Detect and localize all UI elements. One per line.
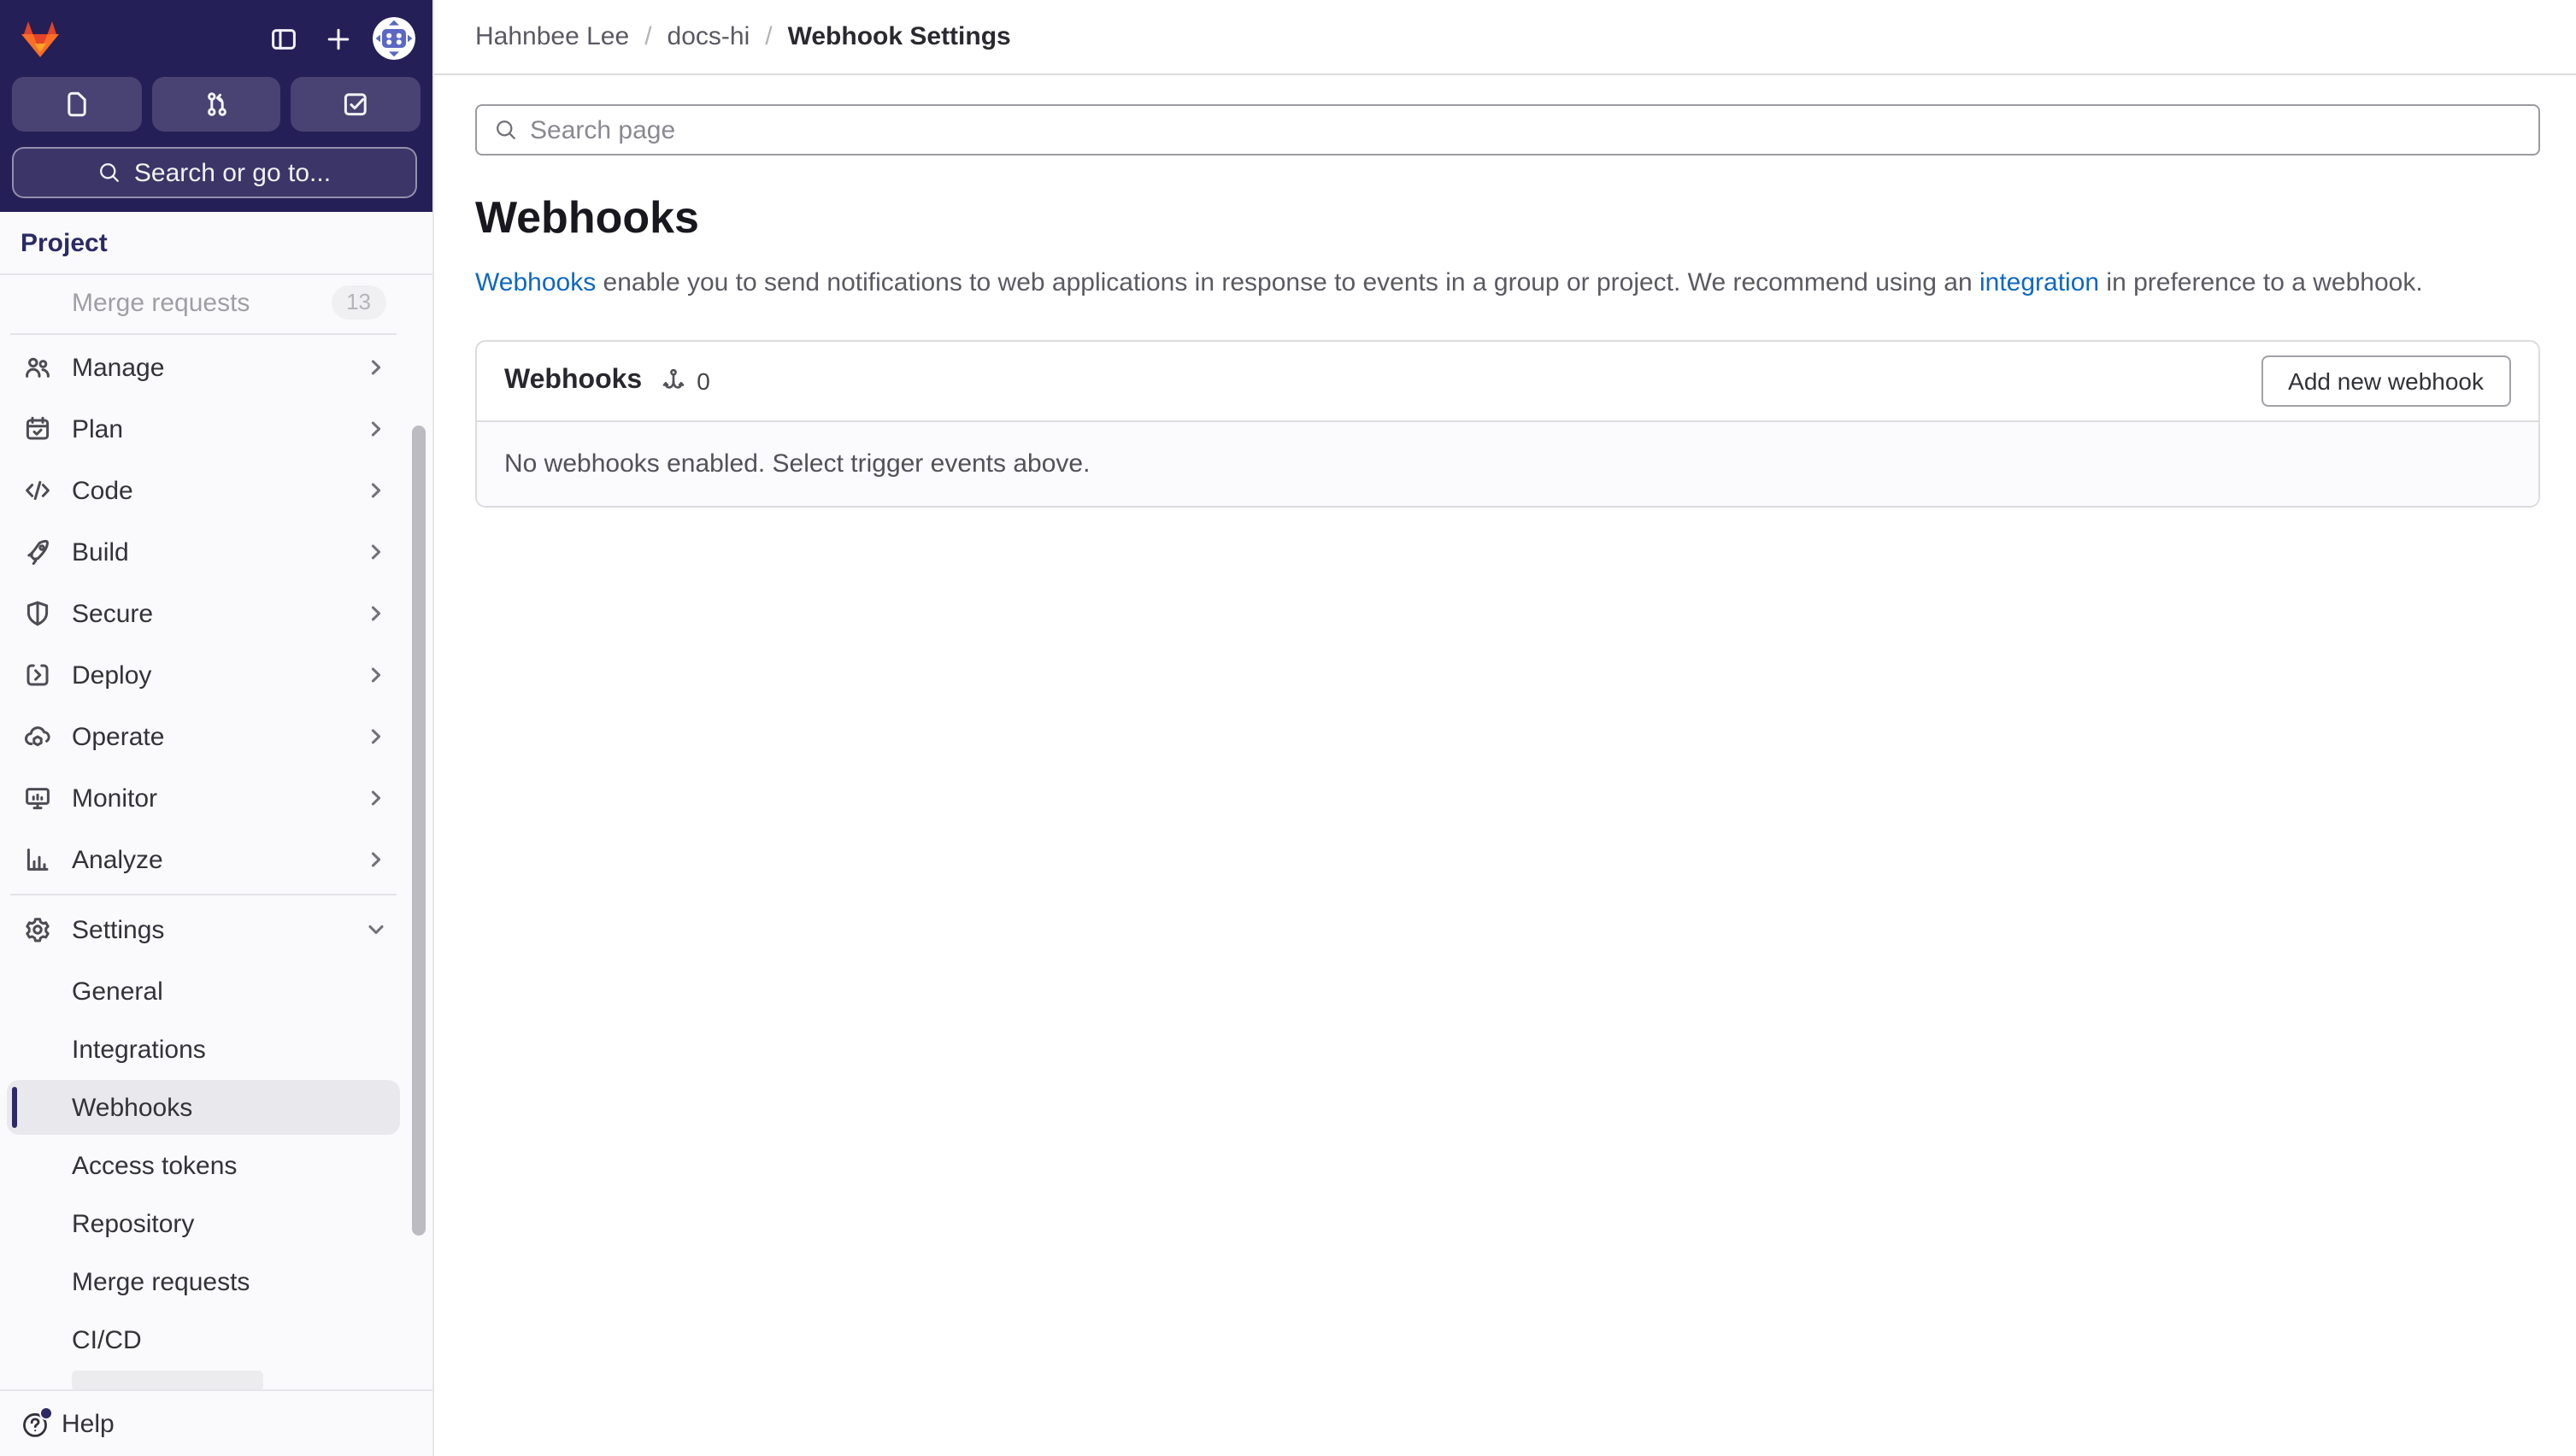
chevron-right-icon	[366, 603, 386, 624]
sidebar-item-label: Analyze	[72, 845, 163, 874]
todo-check-icon	[342, 91, 369, 118]
sidebar-item-label: Repository	[72, 1209, 195, 1238]
monitor-icon	[24, 784, 51, 812]
sidebar-item-label: Webhooks	[72, 1093, 193, 1122]
sidebar-item-label: Manage	[72, 353, 165, 382]
tanuki-icon	[19, 19, 62, 58]
chevron-down-icon	[366, 919, 386, 940]
sidebar-item-monitor[interactable]	[7, 771, 400, 825]
todo-list-shortcut-button[interactable]	[291, 77, 421, 132]
search-icon	[494, 118, 518, 142]
webhooks-count: 0	[697, 367, 710, 395]
user-avatar-button[interactable]	[373, 17, 415, 60]
sidebar-item-label: General	[72, 977, 163, 1006]
webhooks-description	[475, 267, 2540, 301]
cloud-pod-icon	[24, 723, 51, 750]
sidebar-item-label: Build	[72, 537, 129, 567]
description-text: in preference to a webhook.	[2099, 268, 2423, 297]
main-content	[434, 0, 2576, 1456]
sidebar-scrollbar-thumb[interactable]	[412, 426, 426, 1236]
breadcrumb	[475, 22, 1011, 51]
chevron-right-icon	[366, 480, 386, 501]
webhooks-empty-state	[477, 420, 2538, 506]
chevron-right-icon	[366, 726, 386, 747]
sidebar-item-label: Integrations	[72, 1035, 206, 1064]
chevron-right-icon	[366, 357, 386, 378]
sidebar-item-plan[interactable]	[7, 402, 400, 456]
page-title: Webhooks	[475, 191, 699, 243]
issues-icon	[63, 91, 91, 118]
help-button[interactable]	[21, 1409, 115, 1438]
sidebar-item-operate[interactable]	[7, 709, 400, 764]
sidebar-item-deploy[interactable]	[7, 648, 400, 702]
context-title: Project	[21, 228, 108, 257]
super-sidebar	[0, 0, 434, 1456]
gear-icon	[24, 916, 51, 943]
breadcrumb-current-page: Webhook Settings	[787, 22, 1011, 51]
sidebar-item-manage[interactable]	[7, 340, 400, 395]
sidebar-item-label: Settings	[72, 915, 165, 944]
help-icon	[21, 1409, 50, 1438]
search-icon	[98, 161, 122, 185]
sidebar-item-access-tokens[interactable]	[7, 1138, 400, 1193]
chevron-right-icon	[366, 849, 386, 870]
sidebar-item-repository[interactable]	[7, 1196, 400, 1251]
sidebar-item-label: Code	[72, 476, 133, 505]
sidebar-item-build[interactable]	[7, 525, 400, 579]
divider	[10, 333, 397, 335]
merge-request-icon	[203, 91, 230, 118]
webhooks-docs-link[interactable]: Webhooks	[475, 268, 597, 297]
sidebar-item-cicd[interactable]	[7, 1312, 400, 1367]
description-text: enable you to send notifications to web applications in response to events in a group or project. We recommend using an	[596, 268, 1979, 297]
hook-icon	[659, 367, 686, 395]
sidebar-item-code[interactable]	[7, 463, 400, 518]
code-icon	[24, 477, 51, 504]
breadcrumb-project-link[interactable]: docs-hi	[667, 22, 750, 51]
breadcrumb-namespace-link[interactable]: Hahnbee Lee	[475, 22, 630, 51]
breadcrumb-separator: /	[765, 22, 773, 51]
sidebar-toggle-icon	[270, 25, 297, 52]
card-title: Webhooks	[504, 366, 643, 395]
issues-shortcut-button[interactable]	[12, 77, 141, 132]
bar-chart-icon	[24, 846, 51, 873]
search-or-go-to-label: Search or go to...	[133, 158, 332, 187]
sidebar-item-label: CI/CD	[72, 1325, 142, 1354]
sidebar-nav	[0, 275, 432, 1389]
sidebar-item-analyze[interactable]	[7, 832, 400, 887]
gitlab-logo[interactable]	[19, 19, 62, 58]
breadcrumb-separator: /	[644, 22, 652, 51]
merge-requests-count-badge: 13	[331, 285, 386, 320]
add-new-webhook-button[interactable]: Add new webhook	[2261, 355, 2511, 407]
sidebar-context-header	[0, 212, 432, 275]
merge-requests-shortcut-button[interactable]	[151, 77, 280, 132]
sidebar-toggle-button[interactable]	[263, 18, 304, 59]
sidebar-item-general[interactable]	[7, 964, 400, 1019]
divider	[10, 894, 397, 895]
sidebar-item-label: Merge requests	[72, 1267, 250, 1296]
plus-icon	[325, 25, 352, 52]
create-new-button[interactable]	[318, 18, 359, 59]
calendar-icon	[24, 415, 51, 443]
sidebar-item-webhooks[interactable]	[7, 1080, 400, 1135]
sidebar-item-integrations[interactable]	[7, 1022, 400, 1077]
chevron-right-icon	[366, 665, 386, 685]
sidebar-item-merge-requests-settings[interactable]	[7, 1254, 400, 1309]
sidebar-item-label: Operate	[72, 722, 165, 751]
notification-dot	[39, 1406, 53, 1419]
chevron-right-icon	[366, 419, 386, 439]
search-page-input[interactable]	[530, 115, 2521, 144]
sidebar-item-secure[interactable]	[7, 586, 400, 641]
chevron-right-icon	[366, 542, 386, 562]
sidebar-item-label: Plan	[72, 414, 124, 443]
webhooks-card-header	[477, 342, 2538, 420]
sidebar-item-label: Secure	[72, 599, 154, 628]
empty-state-message: No webhooks enabled. Select trigger events above.	[504, 449, 1091, 478]
sidebar-footer	[0, 1389, 432, 1456]
sidebar-item-label: Access tokens	[72, 1151, 238, 1180]
top-bar	[434, 0, 2576, 75]
sidebar-item-label: Deploy	[72, 660, 152, 690]
sidebar-item-settings[interactable]	[7, 902, 400, 957]
partially-scrolled-item	[72, 1371, 263, 1389]
help-label: Help	[62, 1409, 115, 1438]
users-icon	[24, 354, 51, 381]
sidebar-item-label: Monitor	[72, 784, 158, 813]
sidebar-item-merge-requests-pinned[interactable]	[7, 275, 400, 330]
page-search-box	[475, 104, 2540, 156]
sidebar-header	[0, 0, 432, 212]
shield-icon	[24, 600, 51, 627]
chevron-right-icon	[366, 788, 386, 808]
deploy-icon	[24, 661, 51, 689]
search-or-go-to-button[interactable]	[12, 147, 417, 198]
sidebar-item-label: Merge requests	[72, 288, 250, 317]
user-avatar	[373, 17, 415, 60]
rocket-icon	[24, 538, 51, 566]
webhooks-card	[475, 340, 2540, 508]
integration-link[interactable]: integration	[1979, 268, 2100, 297]
page-content	[434, 75, 2576, 508]
